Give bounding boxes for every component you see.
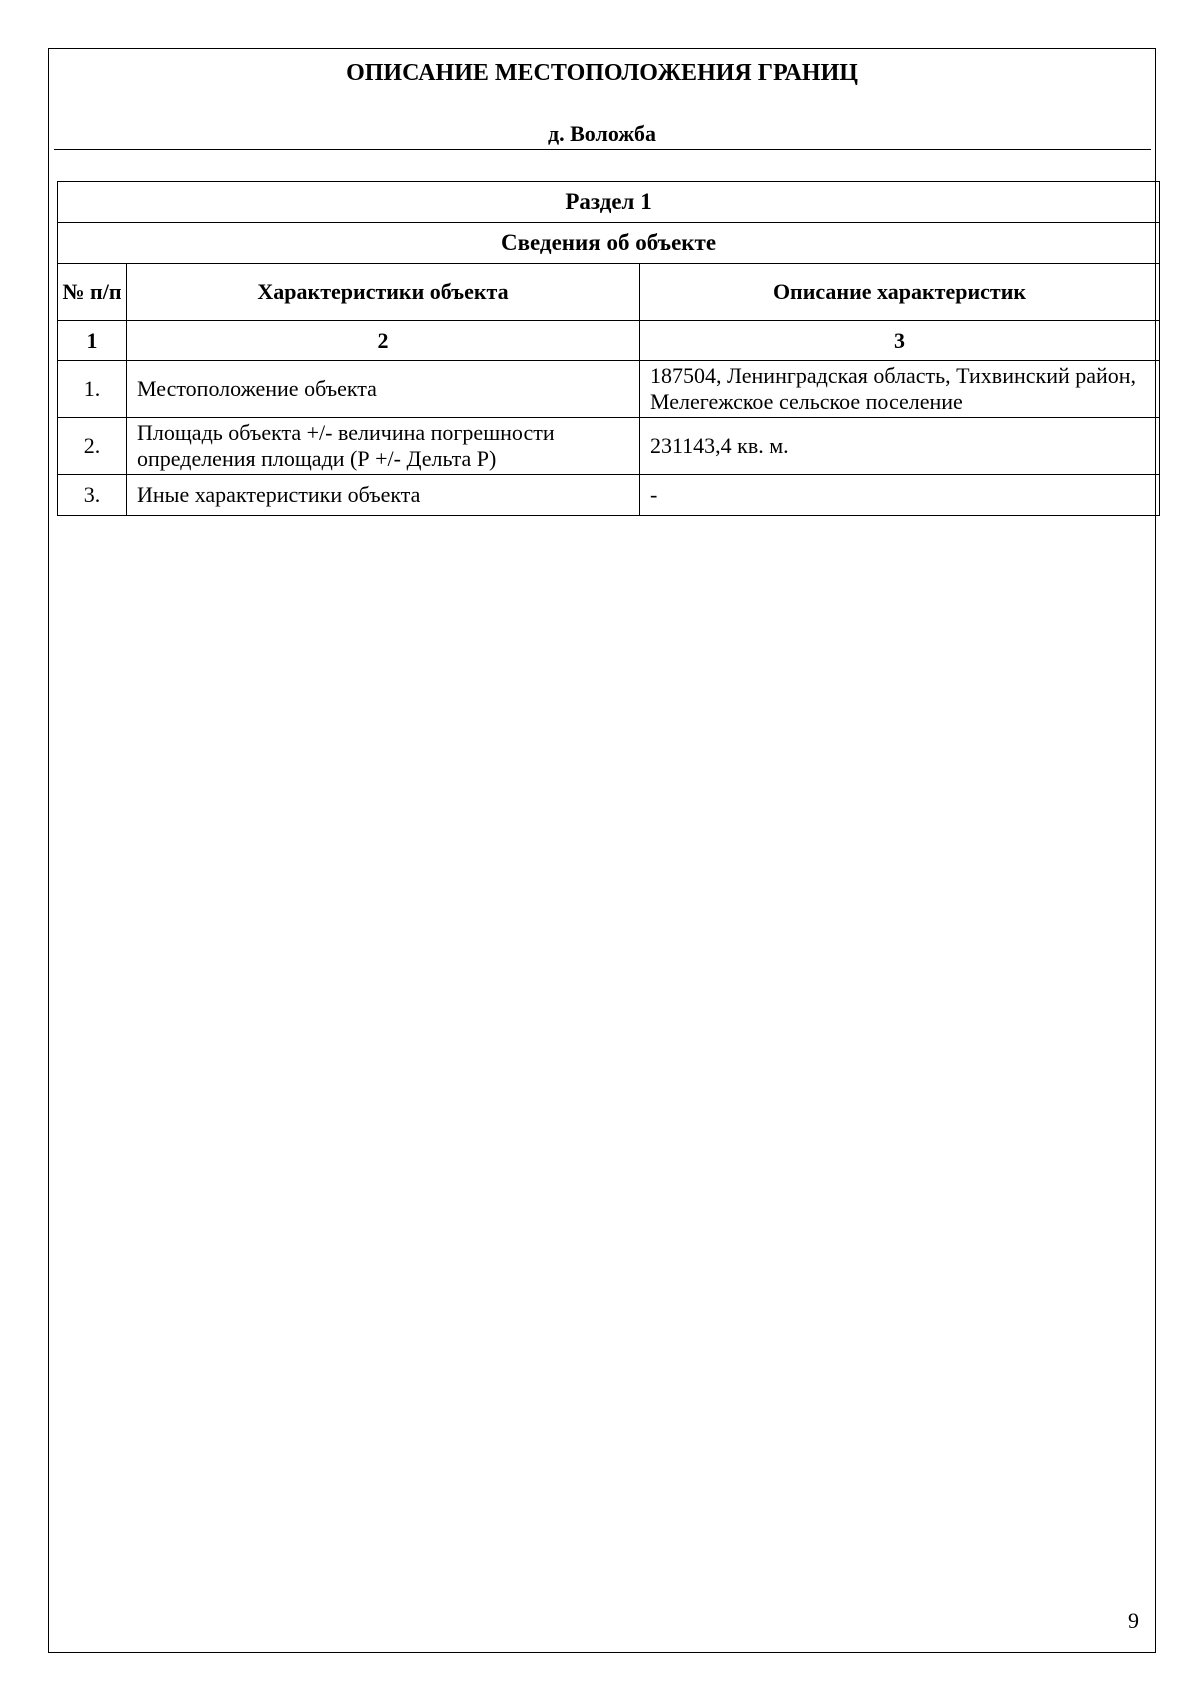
table-row <box>58 361 1160 418</box>
column-header-number: № п/п <box>58 264 127 321</box>
subtitle-divider <box>54 149 1151 150</box>
page-number: 9 <box>1128 1608 1139 1633</box>
row-description: 187504, Ленинградская область, Тихвинский район, Мелегежское сельское поселение <box>640 361 1160 418</box>
row-characteristic: Площадь объекта +/- величина погрешности определения площади (Р +/- Дельта Р) <box>127 418 640 475</box>
row-characteristic: Местоположение объекта <box>127 361 640 418</box>
row-number: 1. <box>58 361 127 418</box>
row-description: - <box>640 475 1160 516</box>
row-number: 2. <box>58 418 127 475</box>
row-description: 231143,4 кв. м. <box>640 418 1160 475</box>
document-title: ОПИСАНИЕ МЕСТОПОЛОЖЕНИЯ ГРАНИЦ <box>346 60 858 86</box>
section-row <box>58 182 1160 223</box>
table-heading: Сведения об объекте <box>58 223 1160 264</box>
document-subtitle: д. Воложба <box>548 121 656 146</box>
column-header-description: Описание характеристик <box>640 264 1160 321</box>
object-info-table <box>57 181 1160 516</box>
table-row <box>58 418 1160 475</box>
column-header-characteristic: Характеристики объекта <box>127 264 640 321</box>
column-number-row <box>58 321 1160 361</box>
row-characteristic: Иные характеристики объекта <box>127 475 640 516</box>
table-row <box>58 475 1160 516</box>
column-number-2: 2 <box>127 321 640 361</box>
heading-row <box>58 223 1160 264</box>
column-number-3: 3 <box>640 321 1160 361</box>
row-number: 3. <box>58 475 127 516</box>
section-label: Раздел 1 <box>58 182 1160 223</box>
column-number-1: 1 <box>58 321 127 361</box>
column-header-row <box>58 264 1160 321</box>
